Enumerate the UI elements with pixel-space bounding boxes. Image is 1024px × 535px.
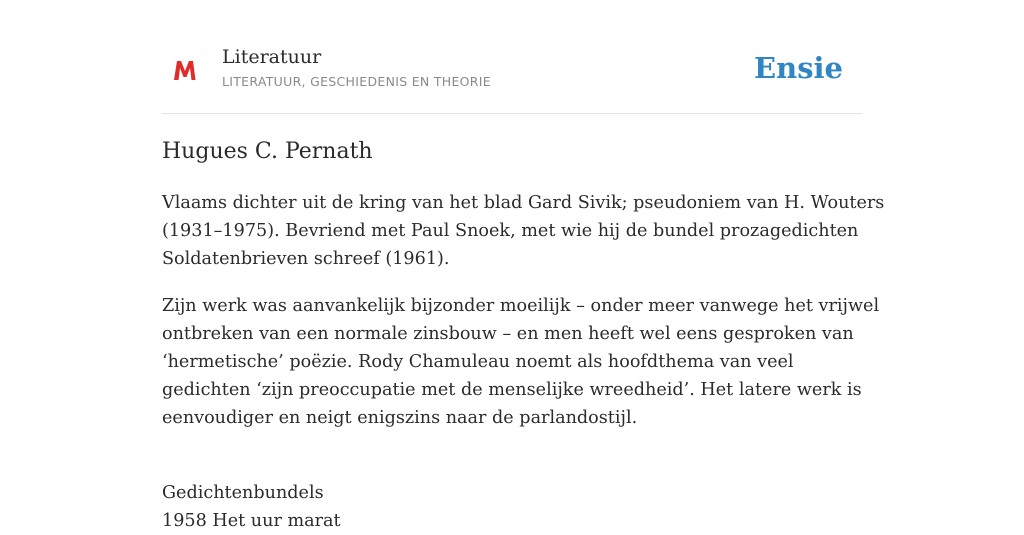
text-line: Zijn werk was aanvankelijk bijzonder moeilijk – onder meer vanwege het vrijwel: [162, 296, 880, 316]
text-line: Vlaams dichter uit de kring van het blad Gard Sivik; pseudoniem van H. Wouters: [162, 193, 885, 213]
page-container: [162, 0, 885, 531]
ensie-brand-link[interactable]: Ensie: [754, 51, 843, 85]
spacer: [162, 451, 862, 479]
article-title: Hugues C. Pernath: [162, 139, 373, 164]
text-line: gedichten ‘zijn preoccupatie met de menselijke wreedheid’. Het latere werk is: [162, 380, 862, 400]
text-line: eenvoudiger en neigt enigszins naar de parlandostijl.: [162, 408, 638, 428]
category-subtitle: LITERATUUR, GESCHIEDENIS EN THEORIE: [222, 74, 491, 89]
text-line: Soldatenbrieven schreef (1961).: [162, 249, 450, 269]
bundels-section: [162, 479, 862, 535]
paragraph-work: [162, 292, 880, 432]
paragraph-intro: [162, 189, 885, 273]
category-title[interactable]: Literatuur: [222, 46, 322, 68]
article-body: [162, 189, 885, 535]
bundels-heading: Gedichtenbundels: [162, 483, 324, 503]
text-line: ontbreken van een normale zinsbouw – en men heeft wel eens gesproken van: [162, 324, 854, 344]
header: [162, 0, 862, 114]
bundel-item: 1958 Het uur marat: [162, 511, 341, 531]
text-line: (1931–1975). Bevriend met Paul Snoek, met wie hij de bundel prozagedichten: [162, 221, 859, 241]
m-logo-icon[interactable]: [172, 56, 198, 84]
text-line: ‘hermetische’ poëzie. Rody Chamuleau noemt als hoofdthema van veel: [162, 352, 794, 372]
